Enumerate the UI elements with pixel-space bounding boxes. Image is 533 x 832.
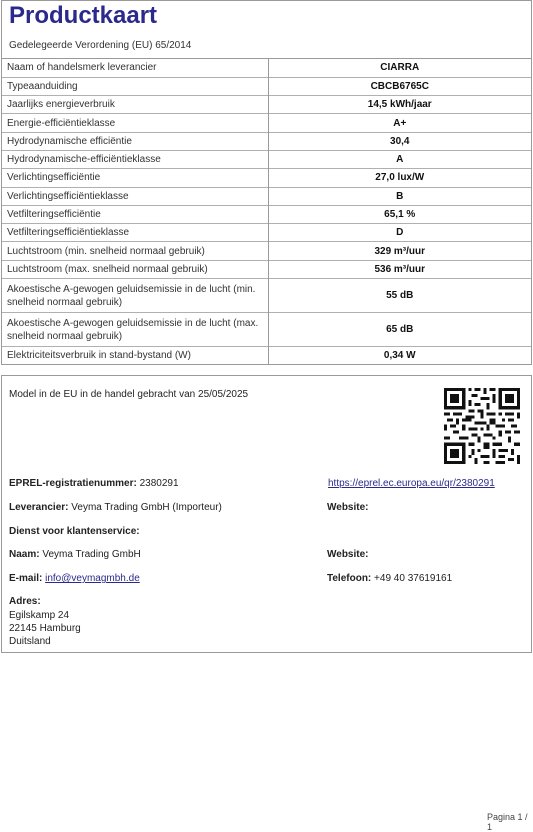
name-label: Naam: [9, 549, 40, 560]
table-row [2, 242, 531, 260]
row-value: A [268, 150, 531, 168]
row-value: A+ [268, 114, 531, 132]
row-label: Naam of handelsmerk leverancier [2, 59, 268, 77]
table-row [2, 59, 531, 77]
phone-label: Telefoon: [327, 573, 372, 584]
row-label: Energie-efficiëntieklasse [2, 114, 268, 132]
table-row [2, 169, 531, 187]
row-value: 14,5 kWh/jaar [268, 96, 531, 114]
market-date-text: Model in de EU in de handel gebracht van 25/05/2025 [9, 389, 249, 400]
row-value: 536 m³/uur [268, 260, 531, 278]
supplier-label: Leverancier: [9, 502, 69, 513]
address-line: Egilskamp 24 [9, 610, 70, 621]
specification-table [2, 59, 531, 365]
row-label: Jaarlijks energieverbruik [2, 96, 268, 114]
table-row [2, 260, 531, 278]
page-title: Productkaart [9, 2, 158, 29]
supplier-value: Veyma Trading GmbH (Importeur) [71, 502, 222, 513]
address-line: Duitsland [9, 636, 51, 647]
phone-value: +49 40 37619161 [374, 573, 453, 584]
regulation-subtitle: Gedelegeerde Verordening (EU) 65/2014 [9, 40, 192, 51]
table-row [2, 132, 531, 150]
supplier-info-card [1, 375, 532, 653]
row-label: Luchtstroom (min. snelheid normaal gebruik) [2, 242, 268, 260]
row-label: Elektriciteitsverbruik in stand-bystand (W) [2, 347, 268, 365]
row-value: 30,4 [268, 132, 531, 150]
eprel-label: EPREL-registratienummer: [9, 478, 137, 489]
email-row [9, 573, 140, 584]
row-value: 55 dB [268, 279, 531, 313]
product-sheet-card [1, 0, 532, 365]
eprel-link[interactable]: https://eprel.ec.europa.eu/qr/2380291 [328, 478, 495, 489]
table-row [2, 77, 531, 95]
eprel-row [9, 478, 179, 489]
table-row [2, 114, 531, 132]
qr-code-icon [444, 388, 520, 464]
row-value: B [268, 187, 531, 205]
table-row [2, 224, 531, 242]
name-value: Veyma Trading GmbH [42, 549, 141, 560]
row-label: Hydrodynamische-efficiëntieklasse [2, 150, 268, 168]
supplier-row [9, 502, 222, 513]
row-value: CBCB6765C [268, 77, 531, 95]
row-label: Vetfilteringsefficiëntieklasse [2, 224, 268, 242]
row-label: Akoestische A-gewogen geluidsemissie in de lucht (max. snelheid normaal gebruik) [2, 313, 268, 347]
table-row [2, 150, 531, 168]
website-label: Website: [327, 502, 369, 513]
row-label: Luchtstroom (max. snelheid normaal gebruik) [2, 260, 268, 278]
row-label: Verlichtingsefficiëntie [2, 169, 268, 187]
address-line: 22145 Hamburg [9, 623, 81, 634]
page-number: Pagina 1 / 1 [487, 812, 528, 832]
row-value: 0,34 W [268, 347, 531, 365]
table-row [2, 313, 531, 347]
email-link[interactable]: info@veymagmbh.de [45, 573, 140, 584]
eprel-value: 2380291 [139, 478, 179, 489]
service-website-label: Website: [327, 549, 369, 560]
row-value: CIARRA [380, 62, 420, 74]
email-label: E-mail: [9, 573, 43, 584]
customer-service-heading: Dienst voor klantenservice: [9, 526, 140, 537]
row-value: D [268, 224, 531, 242]
service-name-row [9, 549, 141, 560]
table-row [2, 96, 531, 114]
phone-row [327, 573, 452, 584]
table-row [2, 205, 531, 223]
table-row [2, 187, 531, 205]
row-label: Verlichtingsefficiëntieklasse [2, 187, 268, 205]
address-label: Adres: [9, 596, 41, 607]
row-value: 65 dB [268, 313, 531, 347]
row-label: Hydrodynamische efficiëntie [2, 132, 268, 150]
table-row [2, 347, 531, 365]
table-row [2, 279, 531, 313]
row-value: 65,1 % [268, 205, 531, 223]
row-label: Akoestische A-gewogen geluidsemissie in de lucht (min. snelheid normaal gebruik) [2, 279, 268, 313]
row-label: Vetfilteringsefficiëntie [2, 205, 268, 223]
row-label: Typeaanduiding [2, 77, 268, 95]
row-value: 27,0 lux/W [268, 169, 531, 187]
row-value: 329 m³/uur [268, 242, 531, 260]
